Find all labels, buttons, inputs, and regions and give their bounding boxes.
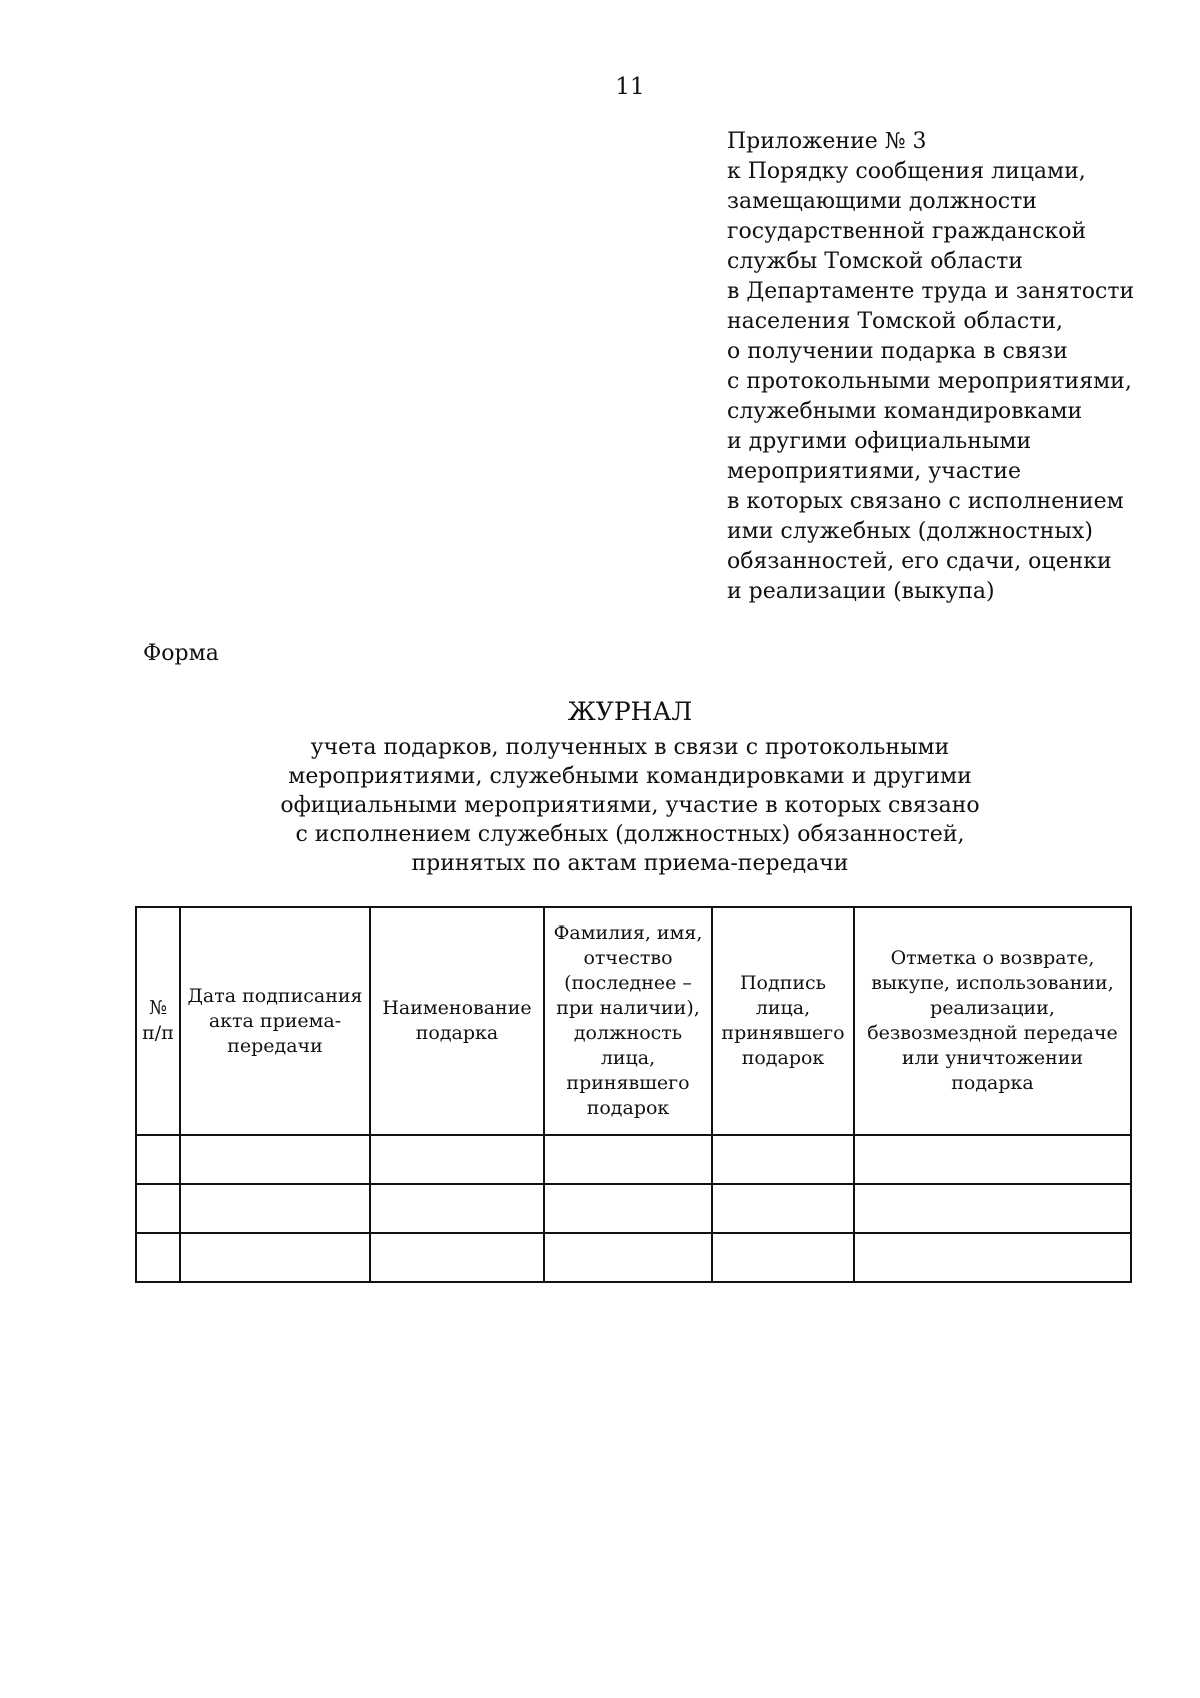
page-number: 11 [615,74,645,100]
appendix-line: замещающими должности [727,189,1037,214]
appendix-line: с протокольными мероприятиями, [727,369,1132,394]
appendix-line: службы Томской области [727,249,1023,274]
table-cell[interactable] [712,1233,854,1282]
table-cell[interactable] [136,1184,180,1233]
journal-title: ЖУРНАЛ [567,697,693,726]
table-cell[interactable] [370,1135,544,1184]
journal-subtitle-line: мероприятиями, служебными командировками и другими [288,764,972,789]
table-cell[interactable] [854,1184,1131,1233]
appendix-block [727,127,1187,607]
form-label: Форма [143,641,219,666]
table-cell[interactable] [854,1233,1131,1282]
appendix-line: к Порядку сообщения лицами, [727,159,1086,184]
table-row [136,1233,1131,1282]
header-recipient-signature: Подпись лица, принявшего подарок [712,907,854,1135]
header-gift-name: Наименование подарка [370,907,544,1135]
appendix-line: населения Томской области, [727,309,1064,334]
table-cell[interactable] [370,1233,544,1282]
table-cell[interactable] [136,1135,180,1184]
appendix-line: Приложение № 3 [727,129,927,154]
appendix-line: о получении подарка в связи [727,339,1068,364]
table-cell[interactable] [544,1233,712,1282]
journal-subtitle-line: учета подарков, полученных в связи с протокольными [310,735,950,760]
appendix-line: мероприятиями, участие [727,459,1022,484]
header-recipient-name: Фамилия, имя, отчество (последнее – при наличии), должность лица, принявшего подарок [544,907,712,1135]
appendix-line: и другими официальными [727,429,1032,454]
table-cell[interactable] [712,1184,854,1233]
table-row [136,1184,1131,1233]
gift-register-table [135,906,1132,1283]
table-cell[interactable] [180,1135,370,1184]
journal-title-block [0,695,1200,878]
appendix-line: и реализации (выкупа) [727,579,995,604]
table-cell[interactable] [136,1233,180,1282]
appendix-line: государственной гражданской [727,219,1087,244]
appendix-line: обязанностей, его сдачи, оценки [727,549,1112,574]
journal-subtitle-line: принятых по актам приема-передачи [411,851,849,876]
header-act-date: Дата подписания акта приема-передачи [180,907,370,1135]
header-return-mark: Отметка о возврате, выкупе, использовании, реализации, безвозмездной передаче или уничтожении подарка [854,907,1131,1135]
appendix-line: в которых связано с исполнением [727,489,1124,514]
appendix-line: служебными командировками [727,399,1083,424]
journal-subtitle-line: официальными мероприятиями, участие в которых связано [280,793,980,818]
header-number: № п/п [136,907,180,1135]
table-cell[interactable] [712,1135,854,1184]
appendix-line: ими служебных (должностных) [727,519,1093,544]
appendix-line: в Департаменте труда и занятости [727,279,1135,304]
table-cell[interactable] [180,1184,370,1233]
table-cell[interactable] [370,1184,544,1233]
table-row [136,1135,1131,1184]
table-header-row [136,907,1131,1135]
table-cell[interactable] [854,1135,1131,1184]
journal-subtitle [0,733,1200,878]
journal-subtitle-line: с исполнением служебных (должностных) обязанностей, [295,822,965,847]
table-cell[interactable] [544,1135,712,1184]
table-cell[interactable] [544,1184,712,1233]
table-cell[interactable] [180,1233,370,1282]
